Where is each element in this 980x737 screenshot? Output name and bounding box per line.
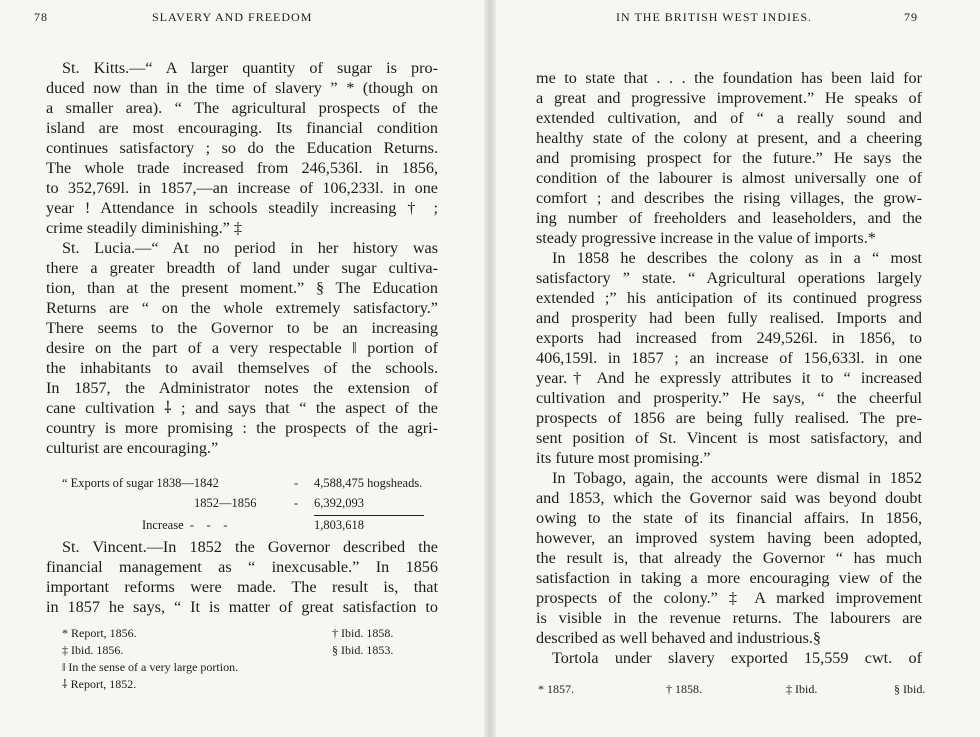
- right-page-number: 79: [904, 10, 918, 24]
- exports-row2-dash: -: [294, 496, 299, 510]
- text-line: a great and progressive improvement.” He speaks of: [536, 89, 922, 107]
- text-line: country is more promising : the prospects of the agri-: [46, 419, 438, 437]
- left-body-text-continued: [46, 537, 438, 617]
- text-line: is visible in the revenue returns. The labourers are: [536, 609, 922, 627]
- text-line: steady progressive increase in the value of imports.*: [536, 229, 876, 247]
- right-running-head: IN THE BRITISH WEST INDIES.: [616, 10, 812, 24]
- text-line: condition of the labourer is almost universally one of: [536, 169, 922, 187]
- text-line: described as well behaved and industrious.§: [536, 629, 822, 647]
- text-line: comfort ; and describes the rising villages, the grow-: [536, 189, 922, 207]
- text-line: a smaller area). “ The agricultural prospects of the: [46, 99, 438, 117]
- footnote: * 1857.: [538, 682, 574, 696]
- footnote: ‡ Ibid. 1856.: [62, 643, 124, 657]
- text-line: there a greater breadth of land under sugar cultiva-: [46, 259, 438, 277]
- text-line: culturist are encouraging.”: [46, 439, 219, 457]
- exports-row1-value: 4,588,475 hogsheads.: [314, 476, 423, 490]
- text-line: In 1858 he describes the colony as in a “ most: [552, 249, 922, 267]
- text-line: the result is, that already the Governor “ has much: [536, 549, 922, 567]
- text-line: financial management as “ inexcusable.” In 1856: [46, 558, 438, 576]
- text-line: island are most encouraging. Its financial condition: [46, 119, 438, 137]
- exports-row2-value: 6,392,093: [314, 496, 364, 510]
- right-body-text: [536, 68, 922, 668]
- text-line: and promising prospect for the future.” He says the: [536, 149, 922, 167]
- footnote: § Ibid. 1853.: [332, 643, 394, 657]
- text-line: prospects of 1856 are being fully realised. The pre-: [536, 409, 922, 427]
- exports-row2-label: 1852—1856: [194, 496, 257, 510]
- text-line: sent position of St. Vincent is most satisfactory, and: [536, 429, 922, 447]
- text-line: healthy state of the colony at present, and a cheering: [536, 129, 922, 147]
- text-line: continues satisfactory ; so do the Education Returns.: [46, 139, 438, 157]
- footnote: § Ibid.: [894, 682, 926, 696]
- text-line: and prosperity had been fully realised. Imports and: [536, 309, 922, 327]
- exports-row3-value: 1,803,618: [314, 518, 364, 532]
- text-line: In 1857, the Administrator notes the extension of: [46, 379, 438, 397]
- text-line: St. Vincent.—In 1852 the Governor described the: [62, 538, 438, 556]
- text-line: St. Lucia.—“ At no period in her history was: [62, 239, 438, 257]
- footnote: † Ibid. 1858.: [332, 626, 394, 640]
- text-line: the inhabitants to avail themselves of the schools.: [46, 359, 438, 377]
- exports-row1-dash: -: [294, 476, 299, 490]
- exports-sum-rule: [314, 515, 424, 516]
- text-line: There seems to the Governor to be an increasing: [46, 319, 438, 337]
- text-line: to 352,769l. in 1857,—an increase of 106,233l. in one: [46, 179, 438, 197]
- text-line: in 1857 he says, “ It is matter of great satisfaction to: [46, 598, 438, 616]
- text-line: however, an improved system having been adopted,: [536, 529, 922, 547]
- text-line: duced now than in the time of slavery ” * (though on: [46, 79, 438, 97]
- footnote: ‖ In the sense of a very large portion.: [62, 660, 239, 674]
- footnote: † 1858.: [666, 682, 702, 696]
- text-line: desire on the part of a very respectable ‖ portion of: [46, 339, 438, 357]
- footnote: ‡ Ibid.: [786, 682, 818, 696]
- text-line: year.† And he expressly attributes it to “ increased: [536, 369, 922, 387]
- footnote: * Report, 1856.: [62, 626, 137, 640]
- text-line: and 1853, which the Governor said was beyond doubt: [536, 489, 922, 507]
- text-line: extended ;” his anticipation of its continued progress: [536, 289, 922, 307]
- text-line: St. Kitts.—“ A larger quantity of sugar is pro-: [62, 59, 438, 77]
- text-line: cane cultivation ⸸ ; and says that “ the aspect of the: [46, 399, 438, 417]
- left-page: [0, 0, 488, 737]
- text-line: Returns are “ on the whole extremely satisfactory.”: [46, 299, 438, 317]
- exports-row1-label: “ Exports of sugar 1838—1842: [62, 476, 219, 490]
- left-running-head: SLAVERY AND FREEDOM: [152, 10, 313, 24]
- left-footnotes: [62, 625, 442, 695]
- text-line: Tortola under slavery exported 15,559 cwt. of: [552, 649, 922, 667]
- text-line: important reforms were made. The result is, that: [46, 578, 438, 596]
- text-line: ing number of freeholders and leaseholders, and the: [536, 209, 922, 227]
- left-page-number: 78: [34, 10, 48, 24]
- text-line: exports had increased from 249,526l. in 1856, to: [536, 329, 922, 347]
- text-line: satisfaction in taking a more encouraging view of the: [536, 569, 922, 587]
- text-line: year ! Attendance in schools steadily increasing † ;: [46, 199, 438, 217]
- footnote: ⸸ Report, 1852.: [62, 677, 137, 691]
- right-page: [492, 0, 980, 737]
- exports-row3-label: Increase - - -: [142, 518, 228, 532]
- right-footnotes: [538, 681, 938, 701]
- text-line: 406,159l. in 1857 ; an increase of 156,633l. in one: [536, 349, 922, 367]
- text-line: In Tobago, again, the accounts were dismal in 1852: [552, 469, 922, 487]
- text-line: crime steadily diminishing.” ‡: [46, 219, 243, 237]
- text-line: its future most promising.”: [536, 449, 711, 467]
- text-line: prospects of the colony.” ‡ A marked improvement: [536, 589, 922, 607]
- text-line: satisfactory ” state. “ Agricultural operations largely: [536, 269, 922, 287]
- text-line: cultivation and prosperity.” He says, “ the cheerful: [536, 389, 922, 407]
- text-line: The whole trade increased from 246,536l. in 1856,: [46, 159, 438, 177]
- text-line: extended cultivation, and of “ a really sound and: [536, 109, 922, 127]
- left-body-text: [46, 58, 438, 458]
- text-line: me to state that . . . the foundation has been laid for: [536, 69, 922, 87]
- text-line: owing to the state of its financial affairs. In 1856,: [536, 509, 922, 527]
- text-line: tion, than at the present moment.” § The Education: [46, 279, 438, 297]
